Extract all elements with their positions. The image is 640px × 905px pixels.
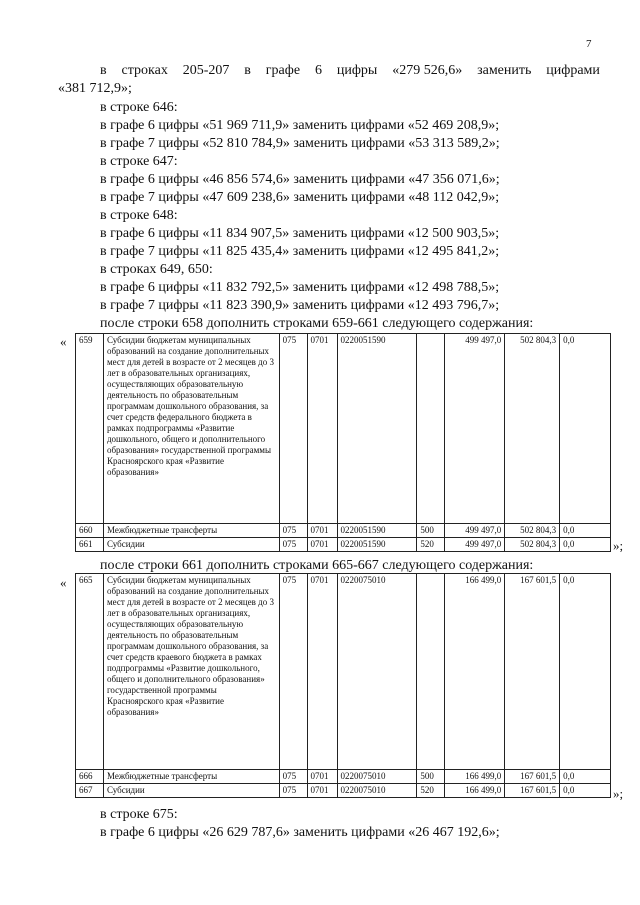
row-name: Субсидии: [103, 538, 279, 552]
row-code: 0701: [307, 538, 337, 552]
row-value: 0,0: [560, 574, 611, 770]
row-code: 075: [279, 784, 307, 798]
text-line: в графе 6 цифры «51 969 711,9» заменить цифрами «52 469 208,9»;: [100, 118, 500, 133]
page-number: 7: [586, 38, 592, 50]
row-code: 075: [279, 524, 307, 538]
row-value: 167 601,5: [505, 784, 560, 798]
row-code: 500: [417, 524, 445, 538]
row-number: 661: [76, 538, 104, 552]
text-line: в строках 649, 650:: [100, 262, 213, 277]
row-value: 166 499,0: [445, 770, 505, 784]
row-name: Субсидии бюджетам муниципальных образований на создание дополнительных мест для детей в возрасте от 2 месяцев до 3 лет в образовательных организациях, осуществляющих образовательную деятельность по образовательным программам дошкольного образования, за счет средств краевого бюджета в рамках подпрограммы «Развитие дошкольного, общего и дополнительного образования» государственной программы Красноярского края «Развитие образования»: [103, 574, 279, 770]
row-name: Субсидии: [103, 784, 279, 798]
close-quote: »;: [613, 538, 624, 553]
row-value: 502 804,3: [505, 538, 560, 552]
row-value: 499 497,0: [445, 334, 505, 524]
text-line: в графе 6 цифры «46 856 574,6» заменить цифрами «47 356 071,6»;: [100, 172, 500, 187]
open-quote: «: [60, 334, 67, 349]
row-code: 0701: [307, 524, 337, 538]
section-heading-2: после строки 661 дополнить строками 665-667 следующего содержания:: [100, 558, 534, 573]
intro-word: графе: [265, 63, 301, 78]
intro-word: цифрами: [546, 63, 600, 78]
row-code: 0220051590: [337, 524, 417, 538]
text-line: в графе 7 цифры «47 609 238,6» заменить цифрами «48 112 042,9»;: [100, 190, 500, 205]
row-code: 075: [279, 574, 307, 770]
row-code: 0701: [307, 574, 337, 770]
row-value: 502 804,3: [505, 334, 560, 524]
intro-word: в: [244, 63, 251, 78]
table-row: [76, 784, 611, 798]
row-code: 0220051590: [337, 538, 417, 552]
intro-word: 6: [314, 63, 322, 78]
row-code: 0701: [307, 770, 337, 784]
row-code: 075: [279, 334, 307, 524]
text-line: в графе 6 цифры «11 832 792,5» заменить цифрами «12 498 788,5»;: [100, 280, 500, 295]
intro-word: «279 526,6»: [392, 63, 463, 78]
closing-line-2: в графе 6 цифры «26 629 787,6» заменить цифрами «26 467 192,6»;: [100, 825, 500, 840]
row-code: 0220075010: [337, 574, 417, 770]
row-value: 167 601,5: [505, 770, 560, 784]
intro-word: 205-207: [182, 63, 230, 78]
table-row: [76, 574, 611, 770]
table-row: [76, 770, 611, 784]
row-value: 502 804,3: [505, 524, 560, 538]
section-heading-1: после строки 658 дополнить строками 659-661 следующего содержания:: [100, 316, 534, 331]
text-line: в строке 648:: [100, 208, 178, 223]
intro-word: строках: [121, 63, 168, 78]
row-number: 660: [76, 524, 104, 538]
row-code: 0701: [307, 334, 337, 524]
row-number: 666: [76, 770, 104, 784]
table-2: [75, 573, 611, 798]
row-value: 0,0: [560, 524, 611, 538]
table-row: [76, 524, 611, 538]
row-name: Субсидии бюджетам муниципальных образований на создание дополнительных мест для детей в возрасте от 2 месяцев до 3 лет в образовательных организациях, осуществляющих образовательную деятельность по образовательным программам дошкольного образования, за счет средств федерального бюджета в рамках подпрограммы «Развитие дошкольного, общего и дополнительного образования» государственной программы Красноярского края «Развитие образования»: [103, 334, 279, 524]
row-code: [417, 334, 445, 524]
text-line: в строке 646:: [100, 100, 178, 115]
row-name: Межбюджетные трансферты: [103, 524, 279, 538]
table-1: [75, 333, 611, 552]
row-code: 520: [417, 784, 445, 798]
closing-line-1: в строке 675:: [100, 807, 178, 822]
row-value: 0,0: [560, 334, 611, 524]
row-value: 499 497,0: [445, 524, 505, 538]
intro-line-1: [100, 62, 600, 79]
row-code: 0220051590: [337, 334, 417, 524]
row-value: 499 497,0: [445, 538, 505, 552]
text-line: в графе 7 цифры «52 810 784,9» заменить цифрами «53 313 589,2»;: [100, 136, 500, 151]
row-number: 659: [76, 334, 104, 524]
text-line: в графе 6 цифры «11 834 907,5» заменить цифрами «12 500 903,5»;: [100, 226, 500, 241]
row-code: 520: [417, 538, 445, 552]
row-code: [417, 574, 445, 770]
row-number: 667: [76, 784, 104, 798]
table-row: [76, 538, 611, 552]
row-code: 0701: [307, 784, 337, 798]
table-row: [76, 334, 611, 524]
row-code: 075: [279, 538, 307, 552]
row-value: 166 499,0: [445, 574, 505, 770]
row-code: 0220075010: [337, 784, 417, 798]
intro-word: цифры: [336, 63, 378, 78]
row-name: Межбюджетные трансферты: [103, 770, 279, 784]
intro-word: заменить: [477, 63, 532, 78]
row-value: 0,0: [560, 784, 611, 798]
text-line: в строке 647:: [100, 154, 178, 169]
intro-line-2: «381 712,9»;: [58, 81, 132, 96]
row-value: 166 499,0: [445, 784, 505, 798]
open-quote: «: [60, 575, 67, 590]
row-value: 0,0: [560, 538, 611, 552]
row-code: 0220075010: [337, 770, 417, 784]
intro-word: в: [100, 63, 107, 78]
row-code: 075: [279, 770, 307, 784]
text-line: в графе 7 цифры «11 825 435,4» заменить цифрами «12 495 841,2»;: [100, 244, 500, 259]
row-number: 665: [76, 574, 104, 770]
close-quote: »;: [613, 786, 624, 801]
row-value: 167 601,5: [505, 574, 560, 770]
text-line: в графе 7 цифры «11 823 390,9» заменить цифрами «12 493 796,7»;: [100, 298, 500, 313]
row-code: 500: [417, 770, 445, 784]
row-value: 0,0: [560, 770, 611, 784]
